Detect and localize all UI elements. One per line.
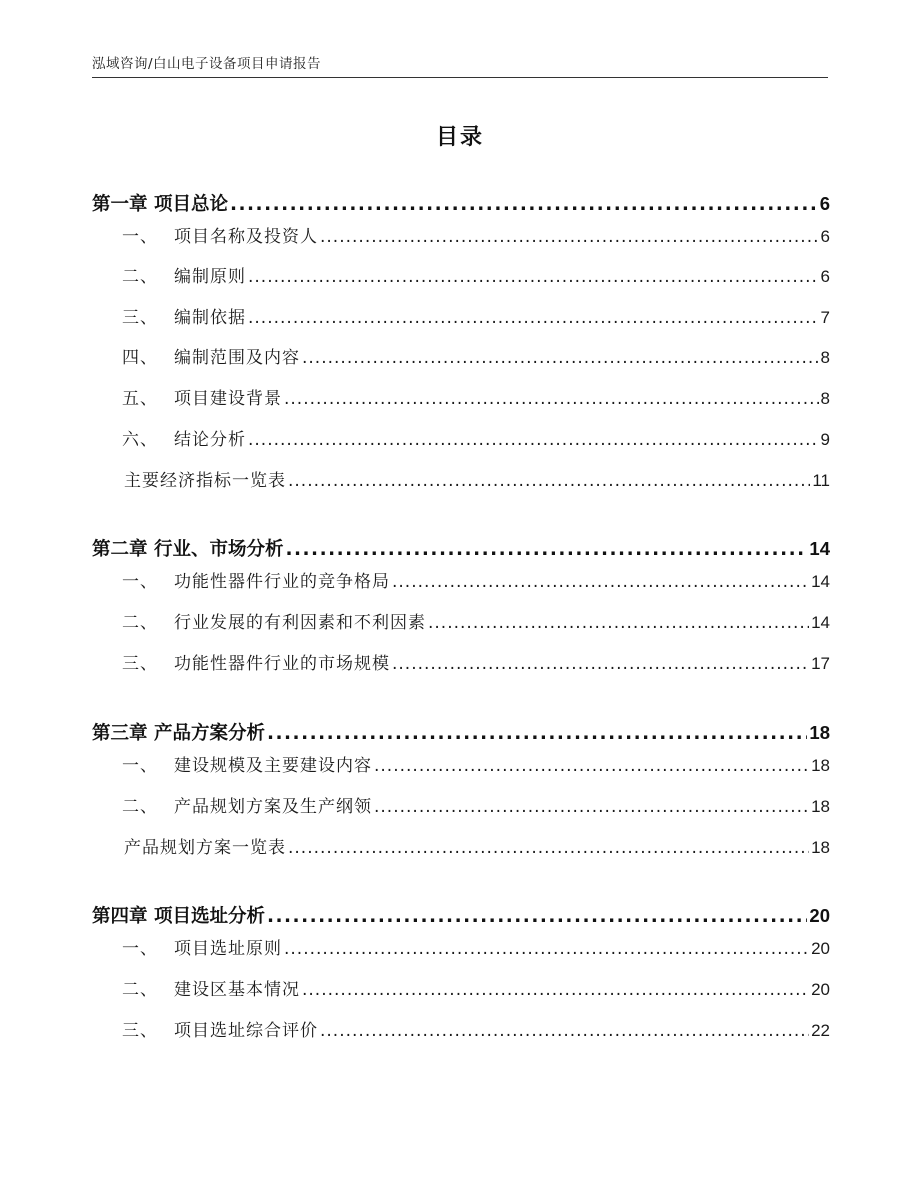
toc-entry-number: 一、 <box>122 939 158 959</box>
toc-dot-leader <box>374 756 809 776</box>
toc-section-entry[interactable] <box>122 303 830 328</box>
toc-dot-leader <box>267 906 807 927</box>
toc-chapter-entry[interactable] <box>92 719 830 745</box>
toc-page-number: 18 <box>809 722 830 743</box>
toc-page-number: 7 <box>820 308 830 327</box>
toc-page-number: 18 <box>811 838 830 857</box>
page-header: 泓域咨询/白山电子设备项目申请报告 <box>92 56 322 72</box>
toc-dot-leader <box>320 227 819 247</box>
toc-entry-number: 四、 <box>122 348 158 368</box>
toc-page-number: 6 <box>819 193 830 214</box>
toc-page-number: 8 <box>820 348 830 367</box>
toc-page-number: 22 <box>811 1021 830 1040</box>
toc-page-number: 11 <box>812 471 830 490</box>
toc-dot-leader <box>302 980 809 1000</box>
toc-entry-text: 建设规模及主要建设内容 <box>174 756 372 776</box>
toc-entry-number: 一、 <box>122 756 158 776</box>
toc-entry-number: 二、 <box>122 267 158 287</box>
toc-title: 目录 <box>435 125 484 150</box>
toc-page-number: 9 <box>820 430 830 449</box>
toc-entry-label <box>122 649 390 674</box>
toc-dot-leader <box>392 572 809 592</box>
toc-entry-label <box>122 384 282 409</box>
toc-section-entry[interactable] <box>122 343 830 368</box>
toc-entry-label <box>92 719 265 745</box>
toc-dot-leader <box>320 1021 809 1041</box>
toc-entry-text: 编制范围及内容 <box>174 348 300 368</box>
toc-entry-text: 功能性器件行业的市场规模 <box>174 654 390 674</box>
toc-entry-text: 项目名称及投资人 <box>174 227 318 247</box>
toc-entry-number: 一、 <box>122 572 158 592</box>
toc-dot-leader <box>248 430 819 450</box>
toc-dot-leader <box>374 797 809 817</box>
toc-entry-label <box>122 792 372 817</box>
toc-page-number: 20 <box>811 980 830 999</box>
toc-section-entry[interactable] <box>122 649 830 674</box>
toc-dot-leader <box>288 838 809 858</box>
toc-entry-label <box>92 902 265 928</box>
toc-page-number: 17 <box>811 654 830 673</box>
toc-entry-number: 六、 <box>122 430 158 450</box>
toc-section-entry[interactable] <box>122 792 830 817</box>
toc-section-entry[interactable] <box>122 425 830 450</box>
toc-entry-text: 结论分析 <box>174 430 246 450</box>
toc-entry-number: 二、 <box>122 613 158 633</box>
toc-section-entry[interactable] <box>124 833 830 858</box>
toc-page-number: 18 <box>811 756 830 775</box>
toc-entry-label <box>122 751 372 776</box>
toc-dot-leader <box>428 613 809 633</box>
toc-entry-text: 项目选址原则 <box>174 939 282 959</box>
toc-page-number: 8 <box>820 389 830 408</box>
toc-entry-text: 功能性器件行业的竞争格局 <box>174 572 390 592</box>
toc-page-number: 18 <box>811 797 830 816</box>
toc-dot-leader <box>267 723 807 744</box>
toc-entry-label <box>122 608 426 633</box>
toc-entry-text: 第三章 产品方案分析 <box>92 723 265 744</box>
toc-page-number: 6 <box>820 227 830 246</box>
toc-entry-number: 三、 <box>122 1021 158 1041</box>
toc-entry-number: 三、 <box>122 308 158 328</box>
toc-entry-text: 项目建设背景 <box>174 389 282 409</box>
toc-entry-number: 一、 <box>122 227 158 247</box>
toc-entry-text: 建设区基本情况 <box>174 980 300 1000</box>
toc-entry-label <box>124 466 286 491</box>
toc-entry-number: 三、 <box>122 654 158 674</box>
toc-dot-leader <box>284 389 819 409</box>
toc-section-entry[interactable] <box>122 384 830 409</box>
toc-entry-label <box>122 934 282 959</box>
toc-section-entry[interactable] <box>122 1016 830 1041</box>
toc-entry-label <box>122 1016 318 1041</box>
toc-entry-text: 编制依据 <box>174 308 246 328</box>
toc-section-entry[interactable] <box>122 751 830 776</box>
toc-entry-text: 第一章 项目总论 <box>92 194 228 215</box>
toc-page-number: 14 <box>811 572 830 591</box>
toc-chapter-entry[interactable] <box>92 190 830 216</box>
toc-entry-text: 产品规划方案一览表 <box>124 838 286 858</box>
toc-entry-text: 第二章 行业、市场分析 <box>92 539 284 560</box>
toc-entry-label <box>122 303 246 328</box>
toc-section-entry[interactable] <box>122 567 830 592</box>
toc-chapter-entry[interactable] <box>92 535 830 561</box>
toc-entry-text: 第四章 项目选址分析 <box>92 906 265 927</box>
toc-entry-label <box>122 262 246 287</box>
toc-entry-label <box>122 975 300 1000</box>
toc-page-number: 20 <box>809 905 830 926</box>
toc-entry-label <box>122 425 246 450</box>
table-of-contents <box>92 0 830 1191</box>
toc-dot-leader <box>302 348 819 368</box>
toc-dot-leader <box>248 308 819 328</box>
toc-entry-label <box>124 833 286 858</box>
toc-dot-leader <box>230 194 818 215</box>
toc-dot-leader <box>285 539 807 560</box>
toc-entry-label <box>122 567 390 592</box>
toc-page-number: 14 <box>809 538 830 559</box>
toc-section-entry[interactable] <box>122 262 830 287</box>
toc-entry-number: 五、 <box>122 389 158 409</box>
toc-entry-label <box>92 535 283 561</box>
toc-entry-text: 编制原则 <box>174 267 246 287</box>
toc-entry-text: 项目选址综合评价 <box>174 1021 318 1041</box>
toc-section-entry[interactable] <box>122 934 830 959</box>
toc-entry-number: 二、 <box>122 980 158 1000</box>
toc-entry-label <box>122 343 300 368</box>
toc-entry-label <box>92 190 228 216</box>
toc-section-entry[interactable] <box>122 608 830 633</box>
toc-entry-text: 行业发展的有利因素和不利因素 <box>174 613 426 633</box>
toc-section-entry[interactable] <box>122 222 830 247</box>
toc-section-entry[interactable] <box>124 466 830 491</box>
toc-page-number: 6 <box>820 267 830 286</box>
toc-page-number: 14 <box>811 613 830 632</box>
toc-entry-number: 二、 <box>122 797 158 817</box>
toc-chapter-entry[interactable] <box>92 902 830 928</box>
toc-dot-leader <box>392 654 809 674</box>
toc-section-entry[interactable] <box>122 975 830 1000</box>
toc-dot-leader <box>248 267 819 287</box>
toc-entry-text: 产品规划方案及生产纲领 <box>174 797 372 817</box>
toc-dot-leader <box>284 939 809 959</box>
toc-entry-label <box>122 222 318 247</box>
toc-page-number: 20 <box>811 939 830 958</box>
toc-entry-text: 主要经济指标一览表 <box>124 471 286 491</box>
toc-dot-leader <box>288 471 810 491</box>
